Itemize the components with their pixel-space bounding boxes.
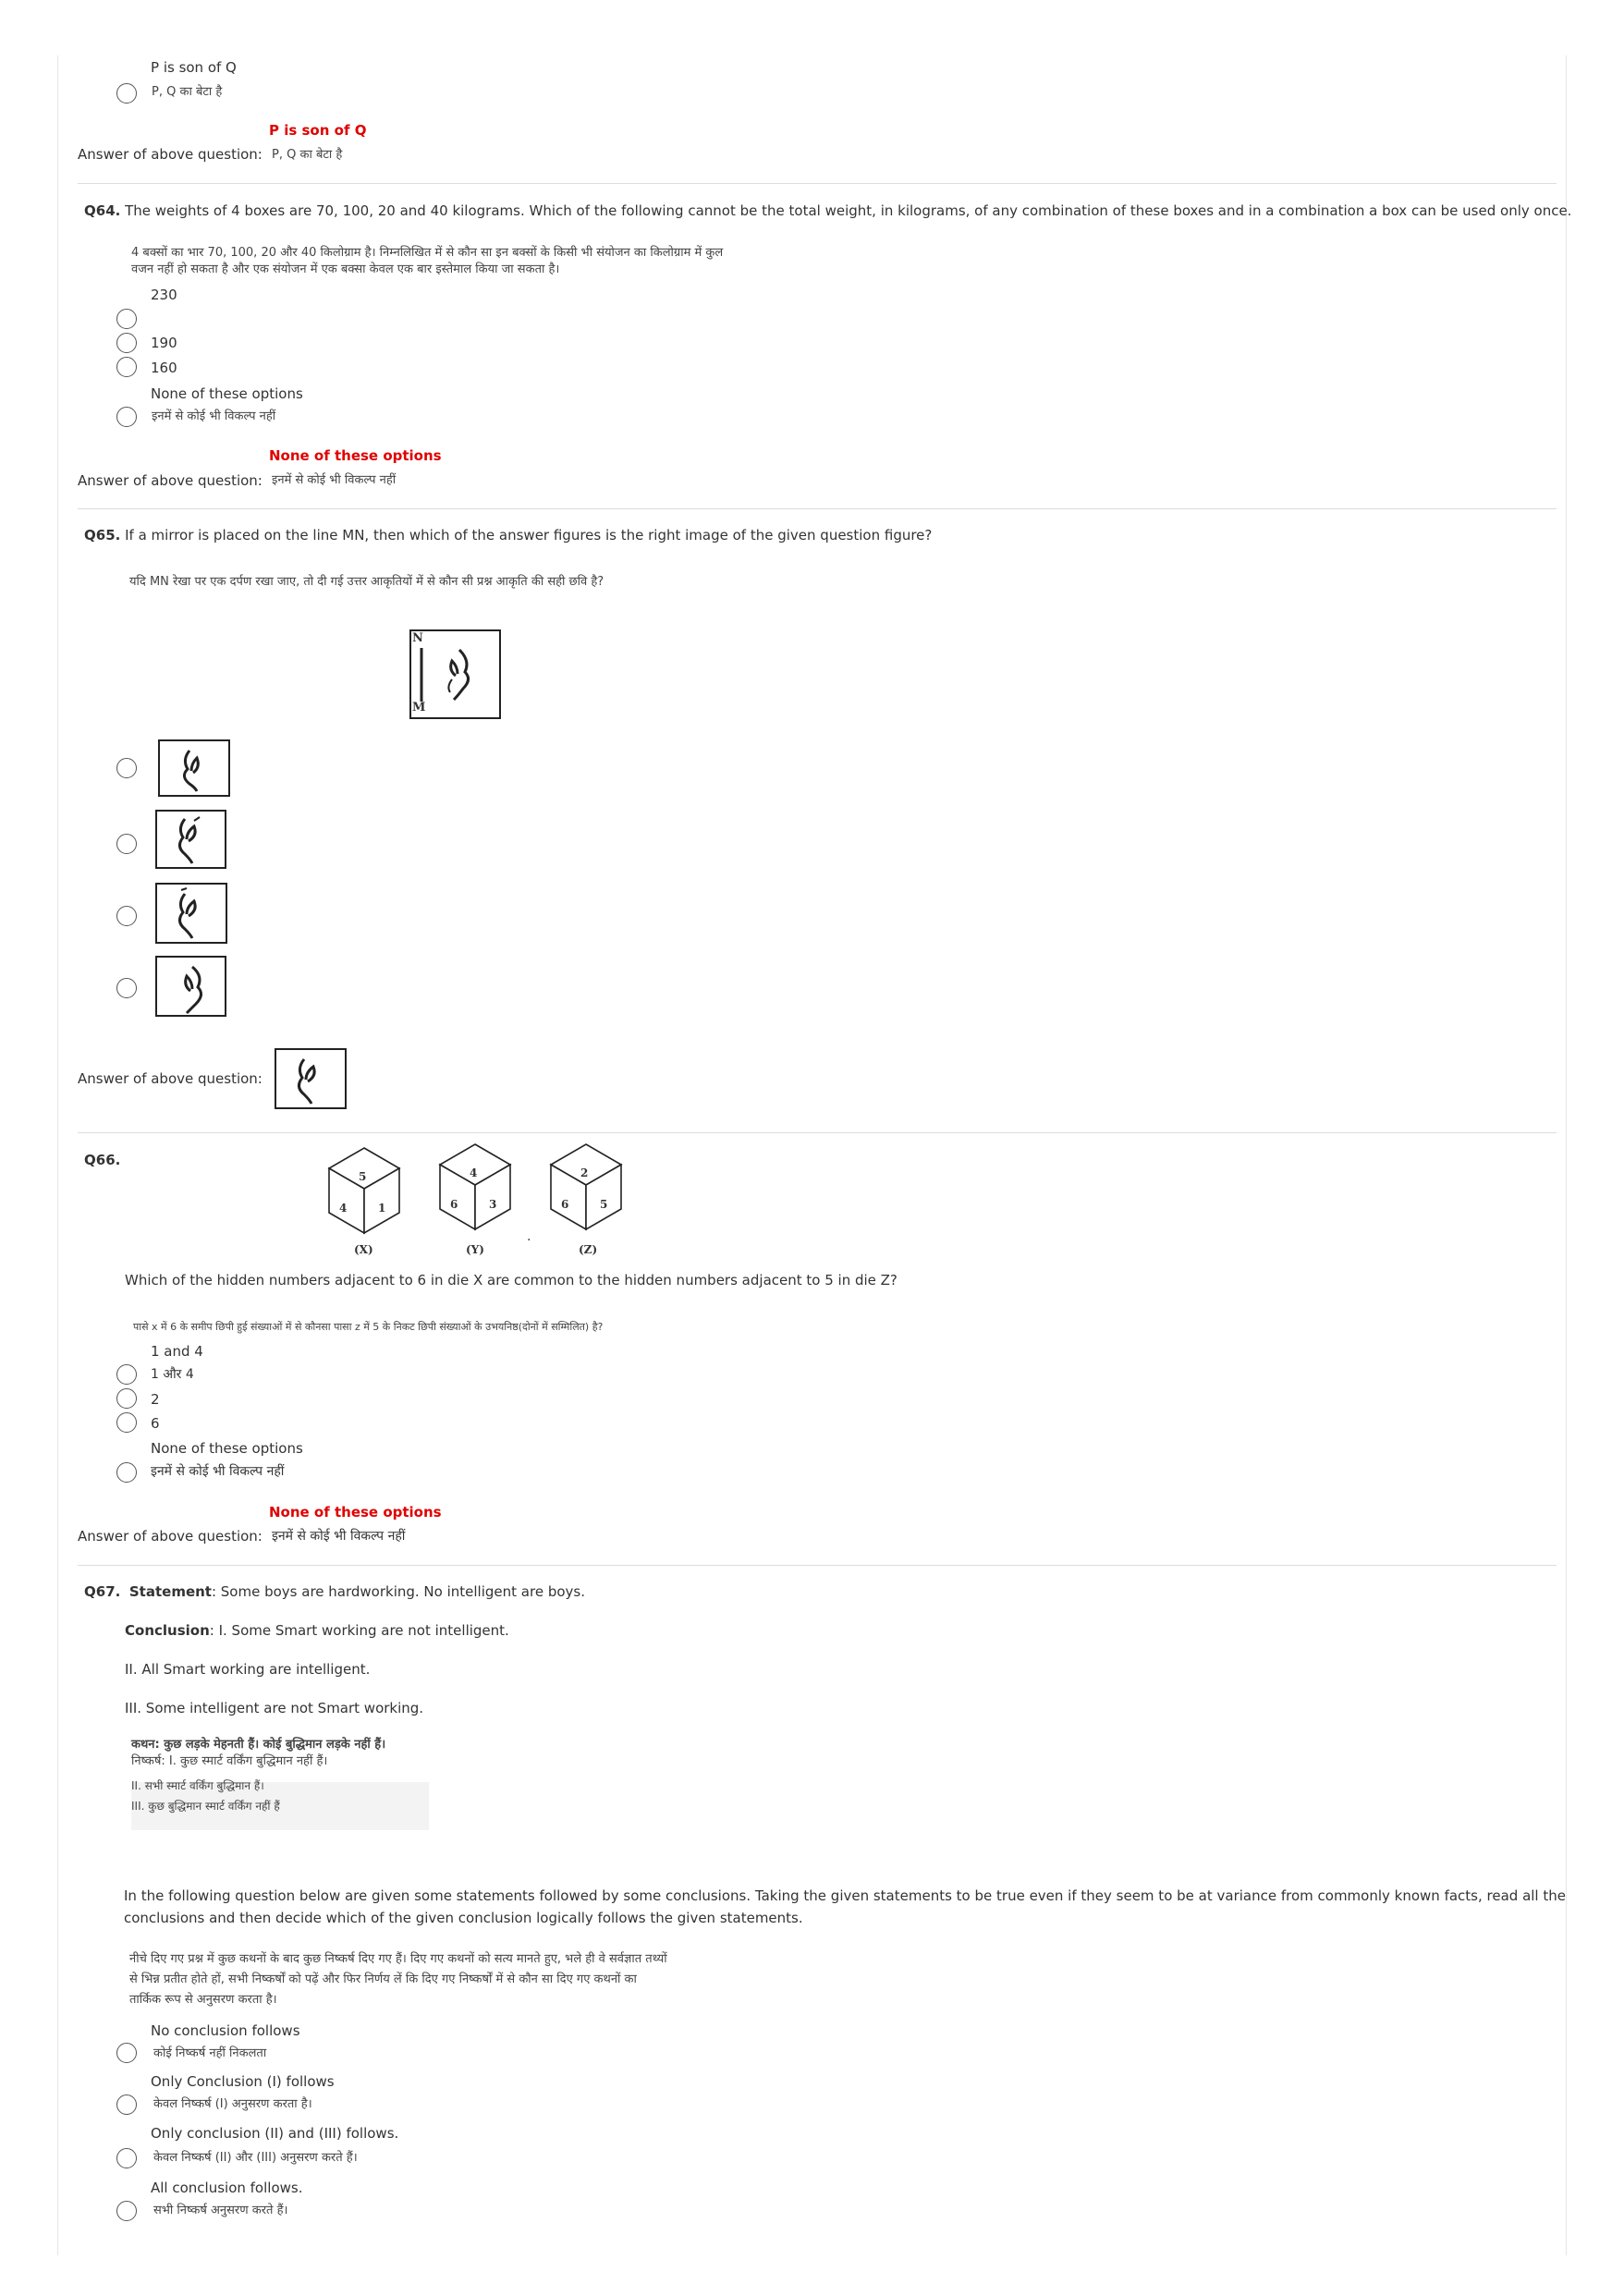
option-text-hindi: केवल निष्कर्ष (II) और (III) अनुसरण करते हैं। — [153, 2151, 358, 2165]
die-z-right: 5 — [600, 1198, 608, 1211]
statement-hindi: कथन: कुछ लड़के मेहनती हैं। कोई बुद्धिमान लड़के नहीं हैं। — [131, 1738, 386, 1752]
option-text: No conclusion follows — [151, 2022, 300, 2039]
dice-figure — [325, 1144, 630, 1264]
option-figure-drawing — [157, 958, 225, 1015]
option-figure-drawing — [157, 885, 226, 942]
question-hindi: यदि MN रेखा पर एक दर्पण रखा जाए, तो दी गई उत्तर आकृतियों में से कौन सी प्रश्न आकृति की सही छवि है? — [129, 575, 604, 589]
conclusion-3: III. Some intelligent are not Smart working. — [125, 1700, 424, 1716]
option-figure-drawing — [160, 741, 228, 795]
conclusion-1-text: : I. Some Smart working are not intelligent. — [209, 1622, 509, 1639]
option-text-hindi: सभी निष्कर्ष अनुसरण करते हैं। — [153, 2204, 288, 2217]
option-radio[interactable] — [116, 758, 137, 778]
question-q64 — [84, 202, 1571, 219]
die-y-top: 4 — [470, 1166, 478, 1179]
answer-figure — [275, 1048, 347, 1109]
question-hindi: पासे x में 6 के समीप छिपी हुई संख्याओं में से कौनसा पासा z में 5 के निकट छिपी संख्याओं के उभयनिष्ठ(दोनों में सम्मिलित) है? — [133, 1321, 604, 1333]
question-hindi-line2: वजन नहीं हो सकता है और एक संयोजन में एक बक्सा केवल एक बार इस्तेमाल किया जा सकता है। — [131, 263, 560, 276]
option-radio[interactable] — [116, 906, 137, 926]
question-hindi-line1: 4 बक्सों का भार 70, 100, 20 और 40 किलोग्राम है। निम्नलिखित में से कौन सा इन बक्सों के किसी भी संयोजन का किलोग्राम में कुल — [131, 246, 724, 260]
die-y-left: 6 — [450, 1198, 458, 1211]
option-radio[interactable] — [116, 1412, 137, 1433]
instruction-line2: conclusions and then decide which of the given conclusion logically follows the given statements. — [124, 1910, 803, 1926]
option-radio[interactable] — [116, 333, 137, 353]
conclusion-hindi: निष्कर्ष: I. कुछ स्मार्ट वर्किंग बुद्धिमान नहीं हैं। — [131, 1754, 328, 1768]
divider — [78, 508, 1557, 509]
divider — [78, 1132, 1557, 1133]
option-text: Only conclusion (II) and (III) follows. — [151, 2125, 399, 2142]
option-radio[interactable] — [116, 309, 137, 329]
answer-text: None of these options — [269, 1504, 442, 1520]
option-radio[interactable] — [116, 978, 137, 998]
option-text: P is son of Q — [151, 59, 237, 76]
question-q65 — [84, 527, 932, 543]
option-text: Only Conclusion (I) follows — [151, 2073, 335, 2090]
answer-label: Answer of above question: — [78, 1070, 263, 1087]
option-radio[interactable] — [116, 357, 137, 377]
option-text-hindi: P, Q का बेटा है — [152, 85, 223, 99]
divider — [78, 1565, 1557, 1566]
die-x — [325, 1144, 403, 1257]
option-figure-d — [155, 956, 226, 1017]
question-figure — [409, 629, 501, 719]
answer-text-hindi: इनमें से कोई भी विकल्प नहीं — [272, 473, 397, 487]
die-y-right: 3 — [489, 1198, 497, 1211]
option-figure-c — [155, 883, 227, 944]
statement-text: : Some boys are hardworking. No intelligent are boys. — [211, 1583, 585, 1600]
die-z-name: (Z) — [579, 1243, 598, 1256]
option-text: None of these options — [151, 1440, 303, 1457]
instruction-hindi-1: नीचे दिए गए प्रश्न में कुछ कथनों के बाद कुछ निष्कर्ष दिए गए हैं। दिए गए कथनों को सत्य मानते हुए, भले ही वे सर्वज्ञात तथ्यों — [129, 1952, 667, 1966]
die-y — [436, 1141, 514, 1253]
question-text: Which of the hidden numbers adjacent to 6 in die X are common to the hidden numbers adjacent to 5 in die Z? — [125, 1272, 897, 1288]
answer-text: P is son of Q — [269, 122, 367, 139]
answer-label: Answer of above question: — [78, 146, 263, 163]
question-statement — [84, 1583, 585, 1600]
option-radio[interactable] — [116, 2201, 137, 2221]
label-m: M — [412, 701, 426, 714]
option-radio[interactable] — [116, 834, 137, 854]
statement-label: Statement — [128, 1583, 212, 1600]
conclusion-label: Conclusion — [125, 1622, 210, 1639]
question-number: Q64. — [84, 202, 121, 219]
option-radio[interactable] — [116, 1364, 137, 1385]
conclusion-2: II. All Smart working are intelligent. — [125, 1661, 371, 1678]
option-text: 190 — [151, 335, 177, 351]
option-radio[interactable] — [116, 407, 137, 427]
option-text: 2 — [151, 1391, 160, 1408]
die-z-top: 2 — [580, 1166, 589, 1179]
answer-text: None of these options — [269, 447, 442, 464]
conclusion-2-hindi: II. सभी स्मार्ट वर्किंग बुद्धिमान हैं। — [131, 1779, 264, 1792]
right-border — [1566, 55, 1567, 2255]
conclusion-1 — [125, 1622, 509, 1639]
die-z — [547, 1141, 625, 1253]
answer-label: Answer of above question: — [78, 1528, 263, 1545]
dot: · — [527, 1233, 531, 1248]
die-x-top: 5 — [359, 1170, 367, 1183]
label-n: N — [412, 631, 423, 645]
option-radio[interactable] — [116, 2043, 137, 2063]
answer-text-hindi: इनमें से कोई भी विकल्प नहीं — [272, 1529, 406, 1544]
die-x-left: 4 — [339, 1202, 348, 1215]
option-text-hindi: इनमें से कोई भी विकल्प नहीं — [151, 1464, 285, 1479]
answer-figure-drawing — [276, 1050, 345, 1107]
option-radio[interactable] — [116, 2148, 137, 2168]
answer-text-hindi: P, Q का बेटा है — [272, 148, 343, 162]
option-radio[interactable] — [116, 1462, 137, 1483]
conclusion-3-hindi: III. कुछ बुद्धिमान स्मार्ट वर्किंग नहीं हैं — [131, 1800, 280, 1813]
option-text-hindi: केवल निष्कर्ष (I) अनुसरण करता है। — [153, 2097, 312, 2111]
option-text: 160 — [151, 360, 177, 376]
instruction-line1: In the following question below are given some statements followed by some conclusions. Taking the given statements to be true even if they seem to be at variance from commonly known facts, read all the — [124, 1887, 1566, 1904]
answer-label: Answer of above question: — [78, 472, 263, 489]
question-number: Q66. — [84, 1152, 121, 1168]
option-text-hindi: कोई निष्कर्ष नहीं निकलता — [153, 2046, 267, 2060]
option-figure-a — [158, 739, 230, 797]
die-x-right: 1 — [378, 1202, 386, 1215]
question-text: If a mirror is placed on the line MN, then which of the answer figures is the right image of the given question figure? — [125, 527, 933, 543]
die-y-name: (Y) — [466, 1243, 484, 1256]
left-border — [57, 55, 58, 2255]
option-radio[interactable] — [116, 2094, 137, 2115]
option-text: 6 — [151, 1415, 160, 1432]
option-text-hindi: 1 और 4 — [151, 1367, 194, 1382]
instruction-hindi-3: तार्किक रूप से अनुसरण करता है। — [129, 1993, 277, 2007]
option-text: 230 — [151, 287, 177, 303]
option-text: None of these options — [151, 385, 303, 402]
option-figure-drawing — [157, 812, 225, 867]
question-number: Q67. — [84, 1583, 121, 1600]
divider — [78, 183, 1557, 184]
question-text: The weights of 4 boxes are 70, 100, 20 and 40 kilograms. Which of the following cannot be the total weight, in kilograms, of any combination of these boxes and in a combination a box can be used only once. — [125, 202, 1572, 219]
option-text: All conclusion follows. — [151, 2180, 303, 2196]
option-radio[interactable] — [116, 1388, 137, 1409]
die-z-left: 6 — [561, 1198, 569, 1211]
option-radio[interactable] — [116, 83, 137, 104]
option-text-hindi: इनमें से कोई भी विकल्प नहीं — [152, 409, 276, 423]
question-number: Q65. — [84, 527, 121, 543]
die-x-name: (X) — [354, 1243, 373, 1256]
option-text: 1 and 4 — [151, 1343, 203, 1360]
instruction-hindi-2: से भिन्न प्रतीत होते हों, सभी निष्कर्षों को पढ़ें और फिर निर्णय लें कि दिए गए निष्कर्षों में से कौन सा दिए गए कथनों का — [129, 1972, 637, 1986]
option-figure-b — [155, 810, 226, 869]
